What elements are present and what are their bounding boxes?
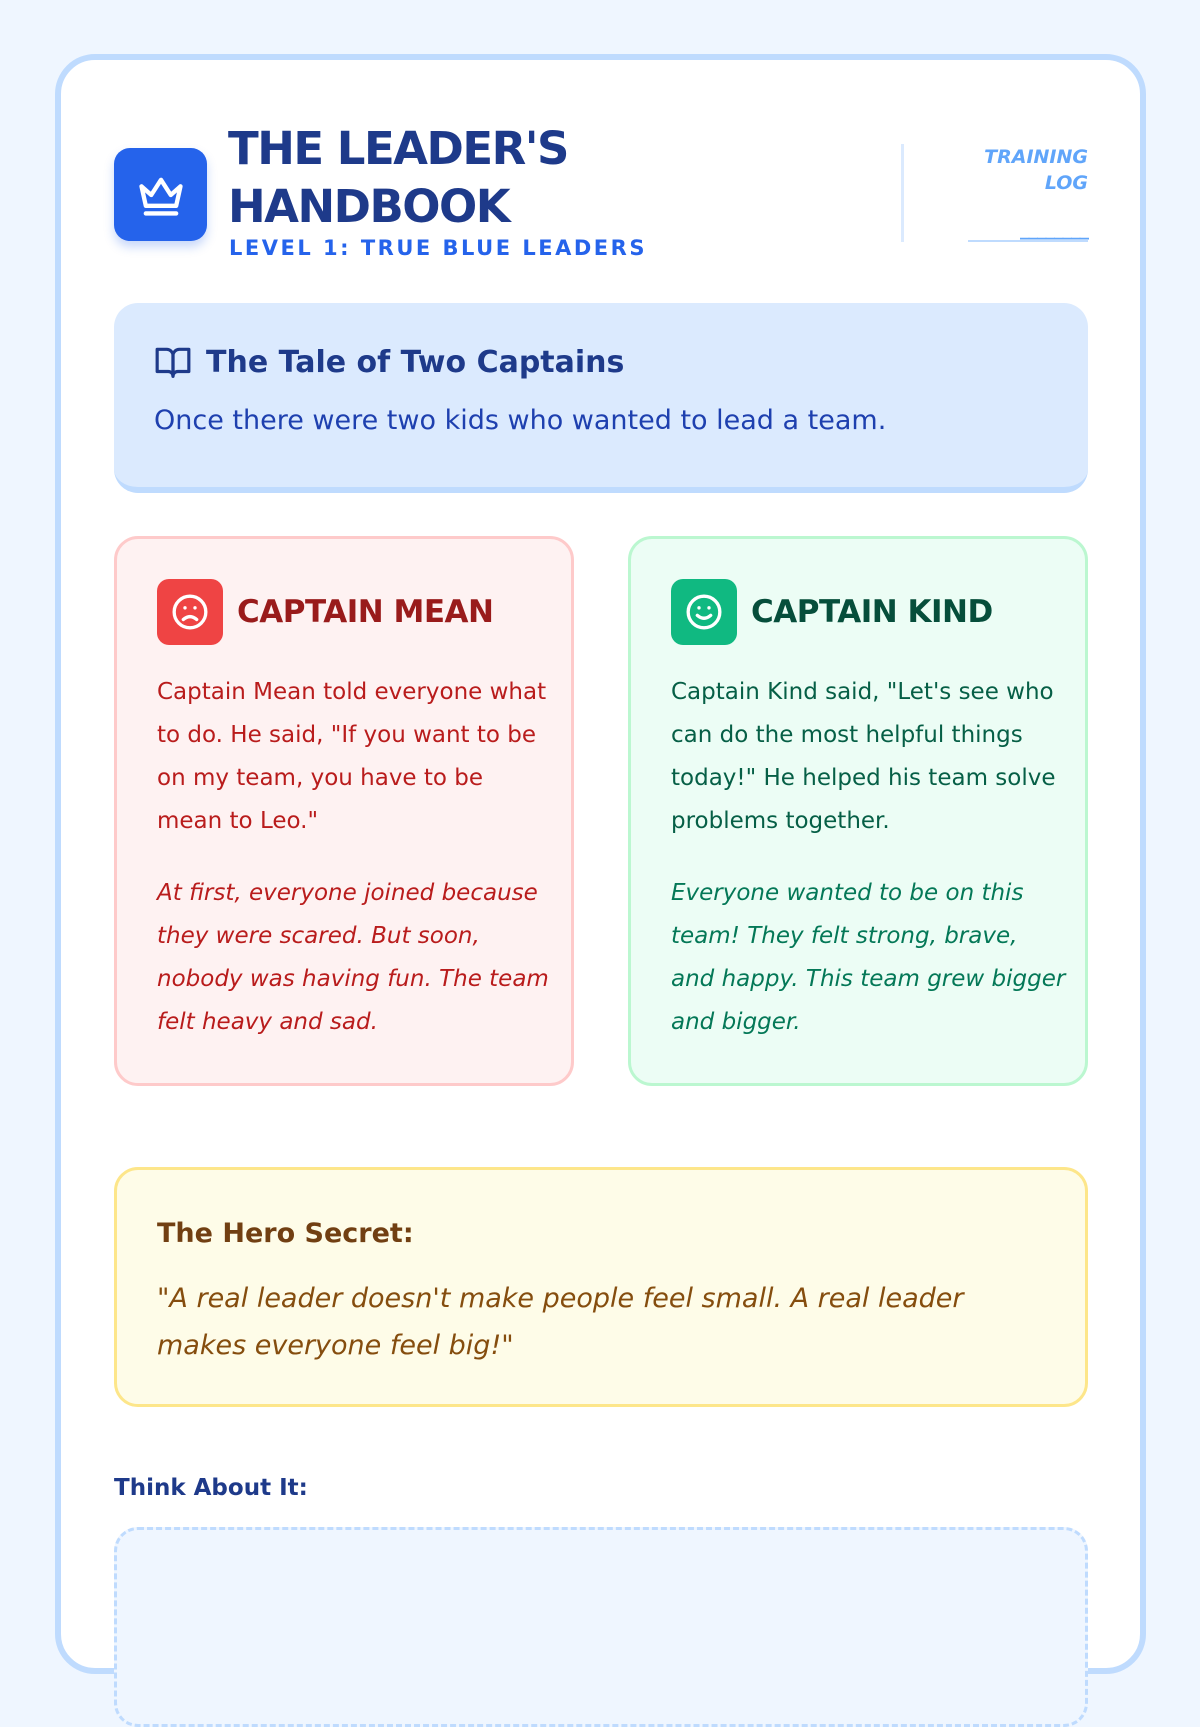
story-heading xyxy=(154,343,624,381)
story-text: Once there were two kids who wanted to lead a team. xyxy=(154,405,887,436)
training-log-label xyxy=(928,144,1088,196)
captain-kind-description: Captain Kind said, "Let's see who can do the most helpful things today!" He helped his team solve problems together. xyxy=(671,679,1056,834)
crown-icon xyxy=(135,169,187,221)
captain-kind-card xyxy=(628,536,1088,1086)
header-divider xyxy=(901,144,904,242)
captain-kind-heading xyxy=(671,579,993,645)
captain-mean-card xyxy=(114,536,574,1086)
captain-mean-icon-box xyxy=(157,579,223,645)
story-intro-box xyxy=(114,303,1088,493)
captain-kind-outcome: Everyone wanted to be on this team! They felt strong, brave, and happy. This team grew bigger and bigger. xyxy=(671,880,1066,1035)
open-book-icon xyxy=(154,343,192,381)
captain-mean-heading xyxy=(157,579,493,645)
page-title xyxy=(228,120,568,236)
smile-face-icon xyxy=(684,592,724,632)
sad-face-icon xyxy=(170,592,210,632)
hero-secret-quote: "A real leader doesn't make people feel small. A real leader makes everyone feel big!" xyxy=(157,1283,964,1361)
crown-badge xyxy=(114,148,207,241)
captain-mean-name: CAPTAIN MEAN xyxy=(237,594,494,630)
story-title: The Tale of Two Captains xyxy=(206,344,625,380)
training-log-blank[interactable]: ________ xyxy=(968,218,1088,242)
captain-mean-description: Captain Mean told everyone what to do. He said, "If you want to be on my team, you have to be mean to Leo." xyxy=(157,679,547,834)
page-title-line1: THE LEADER'S xyxy=(228,122,568,175)
think-about-it-label: Think About It: xyxy=(114,1475,308,1501)
hero-secret-title: The Hero Secret: xyxy=(157,1218,414,1249)
handbook-page xyxy=(55,54,1146,1674)
training-log-label-line2: LOG xyxy=(1044,172,1088,194)
think-about-it-answer-box[interactable] xyxy=(114,1527,1088,1727)
captain-kind-name: CAPTAIN KIND xyxy=(751,594,993,630)
page-title-line2: HANDBOOK xyxy=(228,180,510,233)
training-log-label-line1: TRAINING xyxy=(984,146,1088,168)
captain-mean-outcome: At first, everyone joined because they were scared. But soon, nobody was having fun. The team felt heavy and sad. xyxy=(157,880,549,1035)
captain-kind-icon-box xyxy=(671,579,737,645)
hero-secret-box xyxy=(114,1167,1088,1407)
level-subtitle: LEVEL 1: TRUE BLUE LEADERS xyxy=(229,236,647,260)
